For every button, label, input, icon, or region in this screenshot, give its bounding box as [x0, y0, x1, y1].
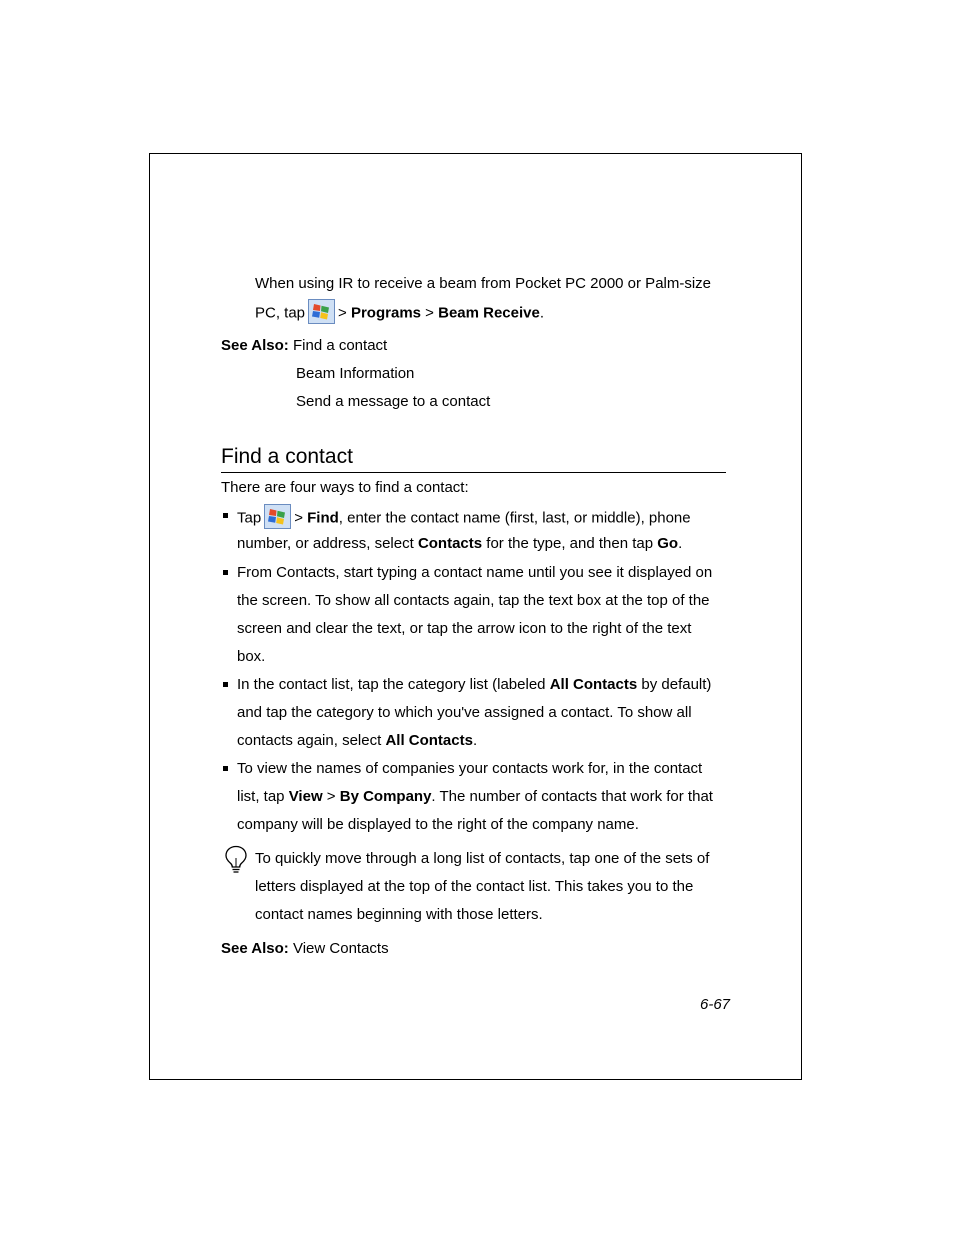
tip-line3: contact names beginning with those letters.: [255, 906, 543, 923]
see-also-link-send-message[interactable]: Send a message to a contact: [296, 393, 491, 410]
section-heading: Find a contact: [221, 444, 726, 473]
intro-line-1: When using IR to receive a beam from Pocket PC 2000 or Palm-size: [255, 275, 712, 292]
bullet-marker: [223, 766, 228, 771]
bullet3-line2: and tap the category to which you've assigned a contact. To show all: [237, 704, 692, 721]
bullet-marker: [223, 513, 228, 518]
tip-line2: letters displayed at the top of the contact list. This takes you to the: [255, 878, 694, 895]
bullet2-line3: screen and clear the text, or tap the arrow icon to the right of the text: [237, 620, 692, 637]
bullet1-line1: Tap > Find, enter the contact name (first, last, or middle), phone: [237, 506, 691, 531]
page-number: 6-67: [700, 996, 731, 1013]
tip-line1: To quickly move through a long list of contacts, tap one of the sets of: [255, 850, 710, 867]
see-also-link-beam-information[interactable]: Beam Information: [296, 365, 415, 382]
bullet2-line1: From Contacts, start typing a contact name until you see it displayed on: [237, 564, 713, 581]
bullet2-line4: box.: [237, 648, 266, 665]
see-also-row-2: See Also: View Contacts: [221, 940, 389, 957]
windows-start-icon: [308, 299, 335, 324]
bullet2-line2: the screen. To show all contacts again, tap the text box at the top of the: [237, 592, 710, 609]
bullet4-line3: company will be displayed to the right of the company name.: [237, 816, 639, 833]
bullet3-line3: contacts again, select All Contacts.: [237, 732, 478, 749]
see-also-link-view-contacts[interactable]: View Contacts: [292, 940, 389, 957]
windows-start-icon: [264, 504, 291, 529]
bullet4-line1: To view the names of companies your contacts work for, in the contact: [237, 760, 703, 777]
see-also-link-find-a-contact[interactable]: Find a contact: [292, 337, 388, 354]
see-also-row: See Also: Find a contact: [221, 337, 388, 354]
bullet-marker: [223, 682, 228, 687]
intro-line-2: PC, tap > Programs > Beam Receive.: [255, 301, 544, 326]
bullet-marker: [223, 570, 228, 575]
bullet4-line2: list, tap View > By Company. The number of contacts that work for that: [237, 788, 713, 805]
section-lead: There are four ways to find a contact:: [221, 479, 469, 496]
bullet3-line1: In the contact list, tap the category list (labeled All Contacts by default): [237, 676, 712, 693]
lightbulb-tip-icon: [224, 845, 248, 875]
bullet1-line2: number, or address, select Contacts for the type, and then tap Go.: [237, 535, 683, 552]
